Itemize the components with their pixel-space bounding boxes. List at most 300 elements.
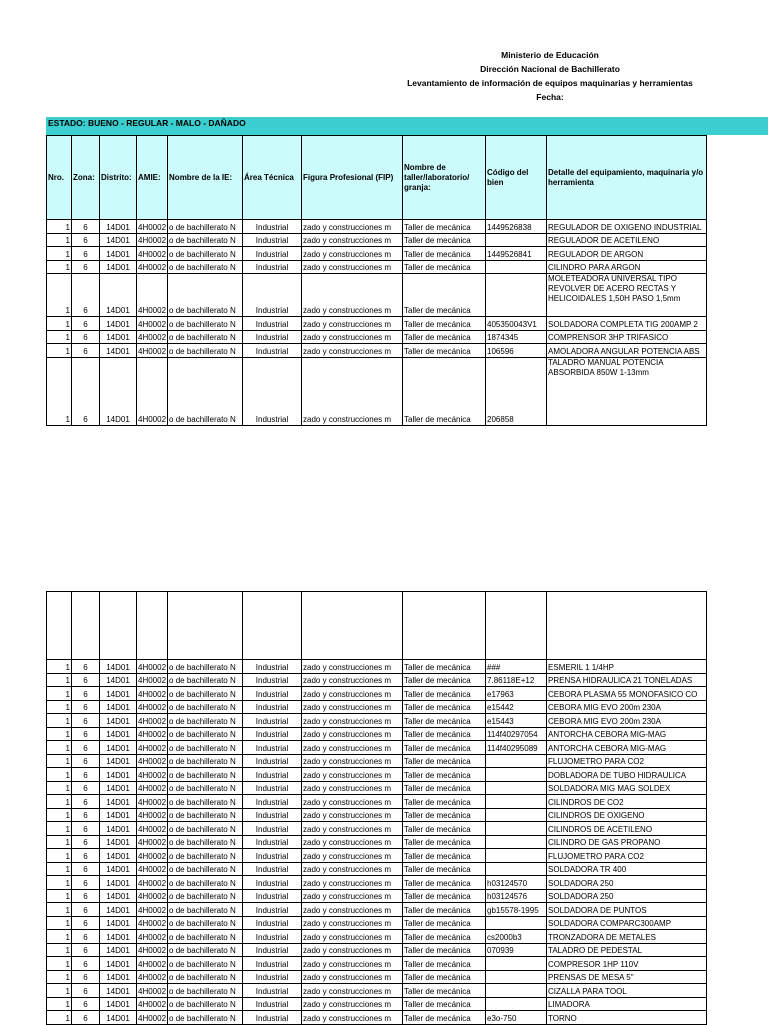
- detalle-cell: PRENSAS DE MESA 5": [547, 970, 707, 984]
- nro-cell: 1: [47, 357, 72, 425]
- area-tecnica-cell: Industrial: [243, 344, 302, 358]
- equipment-table-1: [46, 135, 707, 426]
- estado-banner: ESTADO: BUENO - REGULAR - MALO - DAÑADO: [46, 117, 768, 135]
- zona-cell: 6: [72, 274, 100, 317]
- zona-cell: 6: [72, 835, 100, 849]
- table-row: [47, 903, 707, 917]
- figura-profesional-cell: zado y construcciones m: [302, 862, 403, 876]
- equipment-table-2: [46, 591, 707, 1025]
- codigo-cell: [486, 781, 547, 795]
- area-tecnica-cell: Industrial: [243, 997, 302, 1011]
- distrito-cell: 14D01: [100, 822, 137, 836]
- nombre-ie-cell: o de bachillerato N: [168, 835, 243, 849]
- taller-cell: Taller de mecánica: [403, 233, 486, 247]
- taller-cell: Taller de mecánica: [403, 768, 486, 782]
- figura-profesional-cell: zado y construcciones m: [302, 741, 403, 755]
- blank-header-cell: [47, 592, 72, 660]
- detalle-cell: SOLDADORA COMPARC300AMP: [547, 916, 707, 930]
- blank-header-cell: [302, 592, 403, 660]
- detalle-cell: TALADRO DE PEDESTAL: [547, 943, 707, 957]
- nombre-ie-cell: o de bachillerato N: [168, 781, 243, 795]
- table-row: [47, 220, 707, 234]
- nombre-ie-cell: o de bachillerato N: [168, 741, 243, 755]
- amie-cell: 4H0002: [137, 916, 168, 930]
- detalle-cell: SOLDADORA DE PUNTOS: [547, 903, 707, 917]
- area-tecnica-cell: Industrial: [243, 781, 302, 795]
- nro-cell: 1: [47, 889, 72, 903]
- table-row: [47, 741, 707, 755]
- nombre-ie-cell: o de bachillerato N: [168, 1011, 243, 1025]
- taller-cell: Taller de mecánica: [403, 970, 486, 984]
- amie-cell: 4H0002: [137, 876, 168, 890]
- codigo-cell: [486, 984, 547, 998]
- taller-cell: Taller de mecánica: [403, 808, 486, 822]
- nro-cell: 1: [47, 1011, 72, 1025]
- zona-cell: 6: [72, 741, 100, 755]
- header-line-4: Fecha:: [536, 92, 564, 102]
- col-detalle: Detalle del equipamiento, maquinaria y/o herramienta: [547, 136, 707, 220]
- distrito-cell: 14D01: [100, 741, 137, 755]
- codigo-cell: [486, 916, 547, 930]
- zona-cell: 6: [72, 984, 100, 998]
- nro-cell: 1: [47, 768, 72, 782]
- table-row: [47, 233, 707, 247]
- nombre-ie-cell: o de bachillerato N: [168, 849, 243, 863]
- col-area-tecnica: Área Técnica: [243, 136, 302, 220]
- figura-profesional-cell: zado y construcciones m: [302, 970, 403, 984]
- amie-cell: 4H0002: [137, 930, 168, 944]
- amie-cell: 4H0002: [137, 862, 168, 876]
- amie-cell: 4H0002: [137, 687, 168, 701]
- nro-cell: 1: [47, 700, 72, 714]
- amie-cell: 4H0002: [137, 741, 168, 755]
- distrito-cell: 14D01: [100, 727, 137, 741]
- detalle-cell: DOBLADORA DE TUBO HIDRAULICA: [547, 768, 707, 782]
- nro-cell: 1: [47, 822, 72, 836]
- nombre-ie-cell: o de bachillerato N: [168, 687, 243, 701]
- detalle-cell: COMPRENSOR 3HP TRIFASICO: [547, 330, 707, 344]
- nombre-ie-cell: o de bachillerato N: [168, 795, 243, 809]
- codigo-cell: [486, 970, 547, 984]
- detalle-cell: ESMERIL 1 1/4HP: [547, 660, 707, 674]
- table-row: [47, 700, 707, 714]
- table-row: [47, 727, 707, 741]
- zona-cell: 6: [72, 247, 100, 261]
- taller-cell: Taller de mecánica: [403, 984, 486, 998]
- table-row: [47, 660, 707, 674]
- nro-cell: 1: [47, 673, 72, 687]
- area-tecnica-cell: Industrial: [243, 943, 302, 957]
- figura-profesional-cell: zado y construcciones m: [302, 916, 403, 930]
- amie-cell: 4H0002: [137, 984, 168, 998]
- figura-profesional-cell: zado y construcciones m: [302, 822, 403, 836]
- codigo-cell: [486, 835, 547, 849]
- figura-profesional-cell: zado y construcciones m: [302, 260, 403, 274]
- table-row: [47, 822, 707, 836]
- figura-profesional-cell: zado y construcciones m: [302, 330, 403, 344]
- area-tecnica-cell: Industrial: [243, 1011, 302, 1025]
- figura-profesional-cell: zado y construcciones m: [302, 727, 403, 741]
- table-2-header-row: [47, 592, 707, 660]
- zona-cell: 6: [72, 916, 100, 930]
- table-row: [47, 930, 707, 944]
- taller-cell: Taller de mecánica: [403, 1011, 486, 1025]
- taller-cell: Taller de mecánica: [403, 754, 486, 768]
- nro-cell: 1: [47, 714, 72, 728]
- detalle-cell: CEBORA PLASMA 55 MONOFASICO CO: [547, 687, 707, 701]
- taller-cell: Taller de mecánica: [403, 876, 486, 890]
- blank-header-cell: [100, 592, 137, 660]
- taller-cell: Taller de mecánica: [403, 727, 486, 741]
- table-row: [47, 754, 707, 768]
- figura-profesional-cell: zado y construcciones m: [302, 997, 403, 1011]
- table-row: [47, 876, 707, 890]
- nombre-ie-cell: o de bachillerato N: [168, 889, 243, 903]
- blank-header-cell: [137, 592, 168, 660]
- amie-cell: 4H0002: [137, 714, 168, 728]
- nro-cell: 1: [47, 330, 72, 344]
- nro-cell: 1: [47, 970, 72, 984]
- nombre-ie-cell: o de bachillerato N: [168, 957, 243, 971]
- area-tecnica-cell: Industrial: [243, 247, 302, 261]
- zona-cell: 6: [72, 768, 100, 782]
- codigo-cell: [486, 957, 547, 971]
- amie-cell: 4H0002: [137, 247, 168, 261]
- codigo-cell: gb15578-1995: [486, 903, 547, 917]
- detalle-cell: SOLDADORA TR 400: [547, 862, 707, 876]
- table-row: [47, 849, 707, 863]
- distrito-cell: 14D01: [100, 344, 137, 358]
- col-distrito: Distrito:: [100, 136, 137, 220]
- taller-cell: Taller de mecánica: [403, 220, 486, 234]
- amie-cell: 4H0002: [137, 344, 168, 358]
- detalle-cell: REGULADOR DE OXIGENO INDUSTRIAL: [547, 220, 707, 234]
- table-row: [47, 714, 707, 728]
- zona-cell: 6: [72, 822, 100, 836]
- zona-cell: 6: [72, 714, 100, 728]
- zona-cell: 6: [72, 795, 100, 809]
- nro-cell: 1: [47, 849, 72, 863]
- detalle-cell: CILINDROS DE CO2: [547, 795, 707, 809]
- area-tecnica-cell: Industrial: [243, 849, 302, 863]
- amie-cell: 4H0002: [137, 781, 168, 795]
- area-tecnica-cell: Industrial: [243, 876, 302, 890]
- nombre-ie-cell: o de bachillerato N: [168, 330, 243, 344]
- nombre-ie-cell: o de bachillerato N: [168, 660, 243, 674]
- area-tecnica-cell: Industrial: [243, 822, 302, 836]
- taller-cell: Taller de mecánica: [403, 781, 486, 795]
- nro-cell: 1: [47, 727, 72, 741]
- nro-cell: 1: [47, 660, 72, 674]
- zona-cell: 6: [72, 660, 100, 674]
- amie-cell: 4H0002: [137, 660, 168, 674]
- figura-profesional-cell: zado y construcciones m: [302, 808, 403, 822]
- detalle-cell: REGULADOR DE ARGON: [547, 247, 707, 261]
- distrito-cell: 14D01: [100, 849, 137, 863]
- figura-profesional-cell: zado y construcciones m: [302, 247, 403, 261]
- blank-header-cell: [72, 592, 100, 660]
- header-line-1: Ministerio de Educación: [501, 50, 599, 60]
- codigo-cell: h03124570: [486, 876, 547, 890]
- amie-cell: 4H0002: [137, 260, 168, 274]
- area-tecnica-cell: Industrial: [243, 317, 302, 331]
- blank-header-cell: [168, 592, 243, 660]
- zona-cell: 6: [72, 970, 100, 984]
- area-tecnica-cell: Industrial: [243, 274, 302, 317]
- zona-cell: 6: [72, 220, 100, 234]
- zona-cell: 6: [72, 876, 100, 890]
- zona-cell: 6: [72, 808, 100, 822]
- zona-cell: 6: [72, 957, 100, 971]
- zona-cell: 6: [72, 673, 100, 687]
- nombre-ie-cell: o de bachillerato N: [168, 357, 243, 425]
- distrito-cell: 14D01: [100, 795, 137, 809]
- detalle-cell: CEBORA MIG EVO 200m 230A: [547, 700, 707, 714]
- amie-cell: 4H0002: [137, 808, 168, 822]
- codigo-cell: [486, 795, 547, 809]
- figura-profesional-cell: zado y construcciones m: [302, 849, 403, 863]
- amie-cell: 4H0002: [137, 822, 168, 836]
- table-row: [47, 768, 707, 782]
- detalle-cell: FLUJOMETRO PARA CO2: [547, 754, 707, 768]
- codigo-cell: [486, 849, 547, 863]
- table-row: [47, 317, 707, 331]
- detalle-cell: TORNO: [547, 1011, 707, 1025]
- amie-cell: 4H0002: [137, 1011, 168, 1025]
- nombre-ie-cell: o de bachillerato N: [168, 984, 243, 998]
- distrito-cell: 14D01: [100, 260, 137, 274]
- nro-cell: 1: [47, 741, 72, 755]
- zona-cell: 6: [72, 687, 100, 701]
- detalle-cell: CILINDROS DE OXIGENO: [547, 808, 707, 822]
- distrito-cell: 14D01: [100, 700, 137, 714]
- distrito-cell: 14D01: [100, 970, 137, 984]
- zona-cell: 6: [72, 727, 100, 741]
- area-tecnica-cell: Industrial: [243, 984, 302, 998]
- nro-cell: 1: [47, 957, 72, 971]
- zona-cell: 6: [72, 781, 100, 795]
- nombre-ie-cell: o de bachillerato N: [168, 970, 243, 984]
- nombre-ie-cell: o de bachillerato N: [168, 997, 243, 1011]
- nombre-ie-cell: o de bachillerato N: [168, 903, 243, 917]
- figura-profesional-cell: zado y construcciones m: [302, 714, 403, 728]
- distrito-cell: 14D01: [100, 330, 137, 344]
- table-row: [47, 943, 707, 957]
- figura-profesional-cell: zado y construcciones m: [302, 781, 403, 795]
- detalle-cell: REGULADOR DE ACETILENO: [547, 233, 707, 247]
- table-row: [47, 1011, 707, 1025]
- amie-cell: 4H0002: [137, 673, 168, 687]
- amie-cell: 4H0002: [137, 317, 168, 331]
- col-codigo-bien: Código del bien: [486, 136, 547, 220]
- zona-cell: 6: [72, 930, 100, 944]
- nombre-ie-cell: o de bachillerato N: [168, 876, 243, 890]
- figura-profesional-cell: zado y construcciones m: [302, 768, 403, 782]
- zona-cell: 6: [72, 330, 100, 344]
- zona-cell: 6: [72, 344, 100, 358]
- zona-cell: 6: [72, 889, 100, 903]
- taller-cell: Taller de mecánica: [403, 903, 486, 917]
- figura-profesional-cell: zado y construcciones m: [302, 903, 403, 917]
- amie-cell: 4H0002: [137, 835, 168, 849]
- area-tecnica-cell: Industrial: [243, 916, 302, 930]
- table-row: [47, 247, 707, 261]
- nro-cell: 1: [47, 233, 72, 247]
- codigo-cell: 1449526838: [486, 220, 547, 234]
- nro-cell: 1: [47, 274, 72, 317]
- codigo-cell: 114f40297054: [486, 727, 547, 741]
- zona-cell: 6: [72, 357, 100, 425]
- amie-cell: 4H0002: [137, 849, 168, 863]
- distrito-cell: 14D01: [100, 808, 137, 822]
- figura-profesional-cell: zado y construcciones m: [302, 700, 403, 714]
- codigo-cell: [486, 233, 547, 247]
- amie-cell: 4H0002: [137, 700, 168, 714]
- detalle-cell: CILINDROS DE ACETILENO: [547, 822, 707, 836]
- detalle-cell: CILINDRO DE GAS PROPANO: [547, 835, 707, 849]
- codigo-cell: 106596: [486, 344, 547, 358]
- codigo-cell: [486, 274, 547, 317]
- detalle-cell: CEBORA MIG EVO 200m 230A: [547, 714, 707, 728]
- figura-profesional-cell: zado y construcciones m: [302, 1011, 403, 1025]
- amie-cell: 4H0002: [137, 768, 168, 782]
- figura-profesional-cell: zado y construcciones m: [302, 357, 403, 425]
- codigo-cell: 405350043V1: [486, 317, 547, 331]
- figura-profesional-cell: zado y construcciones m: [302, 984, 403, 998]
- distrito-cell: 14D01: [100, 247, 137, 261]
- codigo-cell: e3o-750: [486, 1011, 547, 1025]
- nro-cell: 1: [47, 317, 72, 331]
- area-tecnica-cell: Industrial: [243, 220, 302, 234]
- nombre-ie-cell: o de bachillerato N: [168, 247, 243, 261]
- codigo-cell: 070939: [486, 943, 547, 957]
- codigo-cell: h03124576: [486, 889, 547, 903]
- detalle-cell: COMPRESOR 1HP 110V: [547, 957, 707, 971]
- nombre-ie-cell: o de bachillerato N: [168, 700, 243, 714]
- nro-cell: 1: [47, 687, 72, 701]
- table-row: [47, 835, 707, 849]
- nombre-ie-cell: o de bachillerato N: [168, 317, 243, 331]
- amie-cell: 4H0002: [137, 274, 168, 317]
- zona-cell: 6: [72, 260, 100, 274]
- figura-profesional-cell: zado y construcciones m: [302, 943, 403, 957]
- table-row: [47, 889, 707, 903]
- nro-cell: 1: [47, 876, 72, 890]
- codigo-cell: ###: [486, 660, 547, 674]
- taller-cell: Taller de mecánica: [403, 930, 486, 944]
- nombre-ie-cell: o de bachillerato N: [168, 727, 243, 741]
- distrito-cell: 14D01: [100, 781, 137, 795]
- amie-cell: 4H0002: [137, 330, 168, 344]
- nro-cell: 1: [47, 862, 72, 876]
- detalle-cell: SOLDADORA 250: [547, 876, 707, 890]
- table-1-header-row: [47, 136, 707, 220]
- area-tecnica-cell: Industrial: [243, 260, 302, 274]
- table-row: [47, 808, 707, 822]
- table-row: [47, 795, 707, 809]
- distrito-cell: 14D01: [100, 903, 137, 917]
- taller-cell: Taller de mecánica: [403, 344, 486, 358]
- table-row: [47, 781, 707, 795]
- amie-cell: 4H0002: [137, 889, 168, 903]
- taller-cell: Taller de mecánica: [403, 687, 486, 701]
- distrito-cell: 14D01: [100, 714, 137, 728]
- figura-profesional-cell: zado y construcciones m: [302, 317, 403, 331]
- table-row: [47, 260, 707, 274]
- figura-profesional-cell: zado y construcciones m: [302, 687, 403, 701]
- nro-cell: 1: [47, 984, 72, 998]
- figura-profesional-cell: zado y construcciones m: [302, 220, 403, 234]
- taller-cell: Taller de mecánica: [403, 889, 486, 903]
- detalle-cell: SOLDADORA 250: [547, 889, 707, 903]
- codigo-cell: 7.86118E+12: [486, 673, 547, 687]
- distrito-cell: 14D01: [100, 943, 137, 957]
- taller-cell: Taller de mecánica: [403, 714, 486, 728]
- table-row: [47, 970, 707, 984]
- col-zona: Zona:: [72, 136, 100, 220]
- table-row: [47, 984, 707, 998]
- taller-cell: Taller de mecánica: [403, 957, 486, 971]
- taller-cell: Taller de mecánica: [403, 330, 486, 344]
- distrito-cell: 14D01: [100, 357, 137, 425]
- nro-cell: 1: [47, 943, 72, 957]
- detalle-cell: ANTORCHA CEBORA MIG-MAG: [547, 727, 707, 741]
- nro-cell: 1: [47, 930, 72, 944]
- zona-cell: 6: [72, 1011, 100, 1025]
- detalle-cell: SOLDADORA MIG MAG SOLDEX: [547, 781, 707, 795]
- taller-cell: Taller de mecánica: [403, 357, 486, 425]
- codigo-cell: 206858: [486, 357, 547, 425]
- taller-cell: Taller de mecánica: [403, 260, 486, 274]
- area-tecnica-cell: Industrial: [243, 754, 302, 768]
- area-tecnica-cell: Industrial: [243, 862, 302, 876]
- distrito-cell: 14D01: [100, 687, 137, 701]
- table-row: [47, 357, 707, 425]
- zona-cell: 6: [72, 862, 100, 876]
- area-tecnica-cell: Industrial: [243, 233, 302, 247]
- col-figura-profesional: Figura Profesional (FIP): [302, 136, 403, 220]
- area-tecnica-cell: Industrial: [243, 795, 302, 809]
- taller-cell: Taller de mecánica: [403, 660, 486, 674]
- detalle-cell: AMOLADORA ANGULAR POTENCIA ABS: [547, 344, 707, 358]
- table-row: [47, 330, 707, 344]
- codigo-cell: 1449526841: [486, 247, 547, 261]
- col-nombre-ie: Nombre de la IE:: [168, 136, 243, 220]
- nombre-ie-cell: o de bachillerato N: [168, 344, 243, 358]
- amie-cell: 4H0002: [137, 795, 168, 809]
- distrito-cell: 14D01: [100, 274, 137, 317]
- figura-profesional-cell: zado y construcciones m: [302, 274, 403, 317]
- col-amie: AMIE:: [137, 136, 168, 220]
- blank-header-cell: [486, 592, 547, 660]
- nombre-ie-cell: o de bachillerato N: [168, 260, 243, 274]
- zona-cell: 6: [72, 700, 100, 714]
- area-tecnica-cell: Industrial: [243, 687, 302, 701]
- figura-profesional-cell: zado y construcciones m: [302, 233, 403, 247]
- taller-cell: Taller de mecánica: [403, 317, 486, 331]
- nro-cell: 1: [47, 916, 72, 930]
- taller-cell: Taller de mecánica: [403, 916, 486, 930]
- nombre-ie-cell: o de bachillerato N: [168, 673, 243, 687]
- taller-cell: Taller de mecánica: [403, 862, 486, 876]
- area-tecnica-cell: Industrial: [243, 741, 302, 755]
- table-row: [47, 687, 707, 701]
- col-nro: Nro.: [47, 136, 72, 220]
- figura-profesional-cell: zado y construcciones m: [302, 795, 403, 809]
- area-tecnica-cell: Industrial: [243, 835, 302, 849]
- nro-cell: 1: [47, 903, 72, 917]
- amie-cell: 4H0002: [137, 233, 168, 247]
